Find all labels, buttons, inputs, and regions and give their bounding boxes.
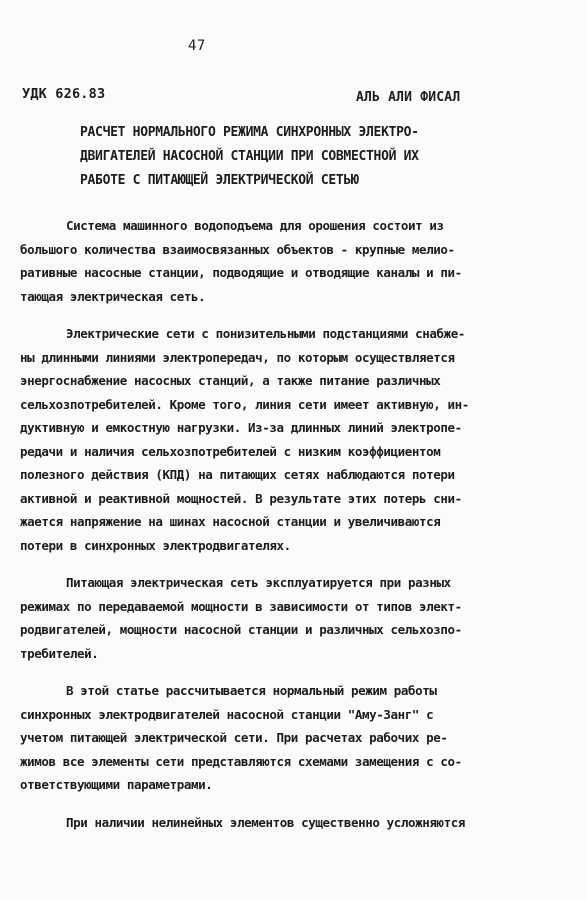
text-line: Питающая электрическая сеть эксплуатируется при разных xyxy=(66,575,451,590)
text-line: жается напряжение на шинах насосной станции и увеличиваются xyxy=(20,514,441,529)
paragraph xyxy=(20,679,520,797)
udk-code: УДК 626.83 xyxy=(22,86,106,102)
paragraph xyxy=(20,322,520,557)
paragraph xyxy=(20,811,520,835)
text-line: жимов все элементы сети представляются схемами замещения с со- xyxy=(20,753,462,769)
text-line: энергоснабжение насосных станций, а также питание различных xyxy=(20,373,441,388)
text-line: Электрические сети с понизительными подстанциями снабже- xyxy=(66,326,466,341)
paragraph xyxy=(20,214,520,308)
text-line: родвигателей, мощности насосной станции и различных сельхозпо- xyxy=(20,622,462,637)
text-line: режимах по передаваемой мощности в зависимости от типов элект- xyxy=(20,598,462,614)
text-line: ны длинными линиями электропередач, по которым осуществляется xyxy=(20,349,455,365)
text-line: тающая электрическая сеть. xyxy=(20,288,206,304)
text-line: требителей. xyxy=(20,645,99,661)
title-line: ДВИГАТЕЛЕЙ НАСОСНОЙ СТАНЦИИ ПРИ СОВМЕСТНОЙ ИХ xyxy=(80,149,419,164)
title-line: РАБОТЕ С ПИТАЮЩЕЙ ЭЛЕКТРИЧЕСКОЙ СЕТЬЮ xyxy=(80,173,359,188)
text-line: активной и реактивной мощностей. В результате этих потерь сни- xyxy=(20,490,462,506)
article-body xyxy=(20,214,520,848)
text-line: редачи и наличия сельхозпотребителей с низким коэффициентом xyxy=(20,443,441,459)
text-line: ответствующими параметрами. xyxy=(20,777,213,792)
article-title xyxy=(80,121,520,193)
paragraph xyxy=(20,571,520,665)
text-line: потери в синхронных электродвигателях. xyxy=(20,537,291,553)
author-name: АЛЬ АЛИ ФИСАЛ xyxy=(356,90,461,105)
text-line: ративные насосные станции, подводящие и отводящие каналы и пи- xyxy=(20,265,462,280)
text-line: синхронных электродвигателей насосной станции "Аму-Занг" с xyxy=(20,706,434,722)
text-line: дуктивную и емкостную нагрузки. Из-за длинных линий электропе- xyxy=(20,420,462,435)
text-line: сельхозпотребителей. Кроме того, линия сети имеет активную, ин- xyxy=(20,396,469,412)
text-line: В этой статье рассчитывается нормальный режим работы xyxy=(66,683,437,698)
text-line: полезного действия (КПД) на питающих сетях наблюдаются потери xyxy=(20,467,455,482)
text-line: учетом питающей электрической сети. При расчетах рабочих ре- xyxy=(20,730,448,745)
text-line: Система машинного водоподъема для орошения состоит из xyxy=(66,218,444,233)
title-line: РАСЧЕТ НОРМАЛЬНОГО РЕЖИМА СИНХРОННЫХ ЭЛЕКТРО- xyxy=(80,125,419,140)
text-line: большого количества взаимосвязанных объектов - крупные мелио- xyxy=(20,241,455,257)
page-number: 47 xyxy=(188,38,206,54)
text-line: При наличии нелинейных элементов существенно усложняются xyxy=(66,814,466,830)
